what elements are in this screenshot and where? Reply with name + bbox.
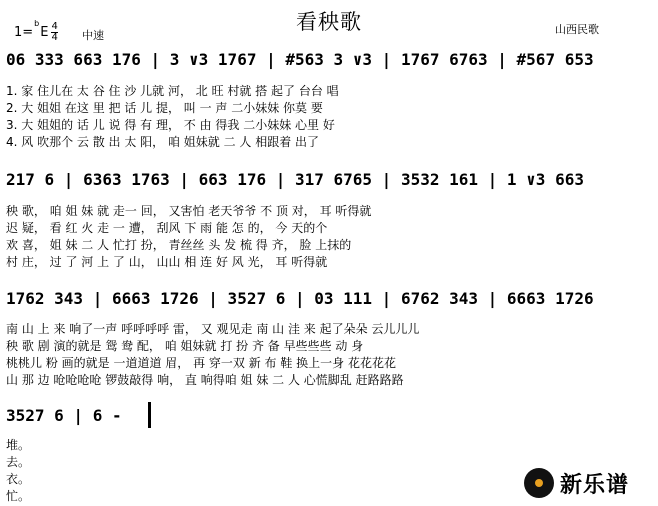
time-signature [51, 22, 57, 43]
key-prefix: 1= [14, 25, 34, 40]
notation-line-1: 06 333 663 176 | 3 ∨3 1767 | #563 3 ∨3 | 1767 6763 | #567 653 [6, 50, 594, 69]
lyric-line-4-verse-1: 堆。 [6, 438, 31, 452]
lyric-line-3-verse-4: 山 那 边 呛呛呛呛 锣鼓敲得 响， 直 响得咱 姐 妹 二 人 心慌脚乱 赶路路路 [6, 373, 404, 387]
lyric-line-4-verse-2: 去。 [6, 455, 31, 469]
notation-line-3: 1762 343 | 6663 1726 | 3527 6 | 03 111 | 6762 343 | 6663 1726 [6, 289, 594, 308]
notation-line-4: 3527 6 | 6 - [6, 406, 122, 425]
lyric-line-4-verse-3: 衣。 [6, 472, 31, 486]
final-barline [148, 402, 151, 428]
lyric-line-3-verse-3: 桃桃儿 粉 画的就是 一道道道 眉， 再 穿一双 新 布 鞋 换上一身 花花花花 [6, 356, 396, 370]
site-logo: 新乐谱 [560, 473, 630, 498]
notation-line-2: 217 6 | 6363 1763 | 663 176 | 317 6765 | 3532 161 | 1 ∨3 663 [6, 170, 584, 189]
logo-disc-icon [524, 468, 554, 498]
flat-sign: b [34, 18, 40, 28]
tempo-marking: 中速 [82, 29, 104, 42]
time-bottom: 4 [51, 32, 58, 43]
lyric-line-2-verse-2: 迟 疑， 看 红 火 走 一 遭， 刮风 下 雨 能 怎 的， 今 天的个 [6, 221, 328, 235]
lyric-line-3-verse-1: 南 山 上 来 响了一声 呼呼呼呼 雷， 又 观见走 南 山 洼 来 起了朵朵 云儿儿儿 [6, 322, 420, 336]
lyric-line-3-verse-2: 秧 歌 剧 演的就是 鸳 鸯 配， 咱 姐妹就 打 扮 齐 备 早些些些 动 身 [6, 339, 364, 353]
key-signature [14, 18, 58, 43]
song-origin: 山西民歌 [555, 23, 599, 36]
song-title: 看秧歌 [296, 10, 362, 34]
lyric-line-2-verse-3: 欢 喜， 姐 妹 二 人 忙打 扮， 青丝丝 头 发 梳 得 齐， 脸 上抹的 [6, 238, 352, 252]
time-top: 4 [51, 21, 58, 32]
lyric-line-1-verse-2: 2. 大 姐姐 在这 里 把 话 儿 提， 叫 一 声 二小妹妹 你莫 要 [6, 101, 323, 115]
lyric-line-2-verse-1: 秧 歌， 咱 姐 妹 就 走一 回， 又害怕 老天爷爷 不 顶 对， 耳 听得就 [6, 204, 372, 218]
lyric-line-2-verse-4: 村 庄， 过 了 河 上 了 山， 山山 相 连 好 风 光， 耳 听得就 [6, 255, 328, 269]
lyric-line-1-verse-3: 3. 大 姐姐的 话 儿 说 得 有 理， 不 由 得我 二小妹妹 心里 好 [6, 118, 335, 132]
lyric-line-4-verse-4: 忙。 [6, 489, 31, 503]
lyric-line-1-verse-4: 4. 风 吹那个 云 散 出 太 阳， 咱 姐妹就 二 人 相跟着 出了 [6, 135, 320, 149]
key-note: E [40, 25, 49, 40]
lyric-line-1-verse-1: 1. 家 住儿在 太 谷 住 沙 儿就 河， 北 旺 村就 搭 起了 台台 唱 [6, 84, 339, 98]
